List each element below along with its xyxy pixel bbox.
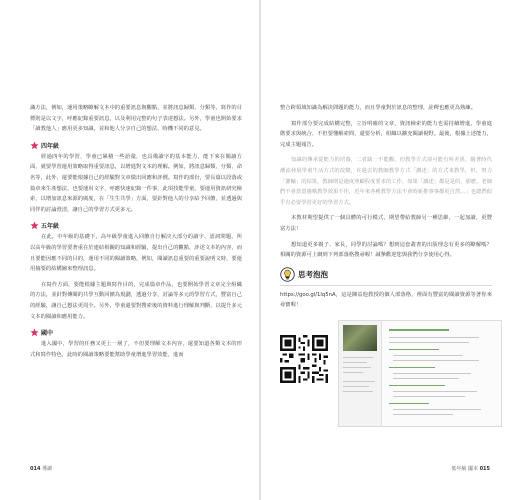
think-bubble-title: 思考泡泡 bbox=[298, 269, 328, 279]
right-folio bbox=[451, 465, 490, 472]
page-number: 015 bbox=[479, 466, 490, 472]
section-title: 國中 bbox=[41, 330, 54, 338]
star-icon bbox=[30, 221, 39, 230]
divider bbox=[280, 285, 492, 286]
left-column bbox=[30, 103, 242, 365]
body-paragraph-muted: 知識的傳承從能力的培養，二者缺一不能觀，但教學方式卻可能有所差異，隨著時代潮流發展學童生活方式的改變，在過去的教師教學方式「講述」的方式來教學，但，努力「灌輸」的結果，教師則是過度照顧程度要求的工作，如果「講述」都是是的，那麼，老師們不會當當感嘆教學效果不佳，近年來各種教學方法不會時新推事事都更自然…」也總們似乎有必要學習更好的學習方式。 bbox=[280, 157, 492, 206]
body-paragraph: 經過四年的學習，學童已累積一些語彙，也具備讀字的基本能力，能下來在閱讀方面，就要學習運用策略取得重要訊息，以增進對文本的理解。例如，將訊息歸類、分類、命名等，此外，還要能根據自己的經驗對文章做出回應和評價。寫作的部份，要長篇以段落或篇章來生產想法，也要運用文字，呼應快速紀錄一件事，此項技能學童，要運用資訊研究檢索，以增加訊息來源的廣度，在「生生共學」方面，要針對他人的分享給予回饋，並透過與同伴的討論澄清，讓自己的學習方式更多元。 bbox=[30, 153, 242, 213]
body-paragraph: 本教材期望提供了一個具體的可行模式，期望帶給教師另一種思維，一起加讀，更豐富方法！ bbox=[280, 215, 492, 232]
think-bubble-heading bbox=[280, 267, 492, 282]
running-head: 導讀 bbox=[42, 466, 53, 472]
left-folio bbox=[30, 465, 52, 472]
blog-photo bbox=[343, 325, 377, 351]
section-heading-grade5 bbox=[30, 221, 242, 230]
section-title: 四年級 bbox=[41, 142, 60, 150]
body-paragraph: 整合跨領域知識為解決問題的能力，而且學童對於訊息的整理，詮釋也應更為熟練。 bbox=[280, 105, 476, 111]
right-page bbox=[260, 0, 520, 500]
star-icon bbox=[30, 328, 39, 337]
page-number: 014 bbox=[30, 466, 41, 472]
intro-paragraph: 識方法，例如，運用策略瞭解文本中的重要訊息與觀點，並將訊息歸類、分類等。寫作的目標則是以文字，呼應紀錄重要訊息，以及利用完整的句子表達想法。另外，學童也開始要求「讀教他人」應用更多知識，並和他人分享自己的想法、時機不同的意見。 bbox=[30, 105, 242, 133]
blog-sidebar bbox=[339, 321, 382, 426]
running-head: 低年級 國本 bbox=[451, 466, 478, 472]
body-paragraph: 在寫作方面，要能根據主題與寫作目的，完成篇章作品，也要開始學習文章完全組織的方法，並針對傳閱的共學互動回饋為規劃，透過分享、討論等多元的學習方式，豐富自己的經驗，讓自己想法更周全。另外，學童還要對搜索後的資料進行理解與判斷，以提升多元文本的閱讀和應用能力。 bbox=[30, 281, 242, 320]
section-heading-junior-high bbox=[30, 328, 242, 337]
lightbulb-icon bbox=[280, 267, 295, 282]
body-paragraph: 在此，中年級的基礎下，高年級學童進入回饋自行解決大部分的讀字、語詞問題，所以高年級的學習要著重在於連結相關的知識和經驗，提出自己的觀點，評述文本的內容，而且要能因應不同的目的，運用不同的閱讀策略，例如，閱讀訊息重要的重要說明文時，要運用摘要的結構圖來整理訊息。 bbox=[30, 234, 242, 273]
blog-screenshot-figure bbox=[338, 320, 502, 427]
star-icon bbox=[30, 141, 39, 150]
blog-url-text[interactable]: https://goo.gl/1lq5nA，這是陳益他教授的個人部落格，裡面有豐富的閱讀資源等著你來尋寶喔！ bbox=[280, 291, 492, 309]
right-column bbox=[280, 103, 492, 311]
section-heading-grade4 bbox=[30, 141, 242, 150]
qr-code[interactable] bbox=[280, 335, 328, 383]
section-title: 五年級 bbox=[41, 223, 60, 231]
body-paragraph: 進入國中，學習的任務又更上一層了，不但要理解文本內容，還要知道各類文本的形式和寫作特色，此時的閱讀策略要能幫助學童增進學習效能，進而 bbox=[30, 341, 242, 358]
body-paragraph: 寫作部分要完成結構完整，立旨明確的文章，資訊檢索的能力也需持續增進，學童進階要求與統合、不但要懂解索問，還要分析，組織以擴充閱讀視野。最後，根據上述能力，完成主題報告。 bbox=[280, 120, 492, 148]
body-paragraph: 想知道更多親子、家長，同學的討論嗎？想到這套叢書的出版理念有更多的瞭解嗎？相關的資源可上網到下列部落格搜尋喔！誠摯歡迎您與我們分享使用心得。 bbox=[280, 241, 492, 259]
